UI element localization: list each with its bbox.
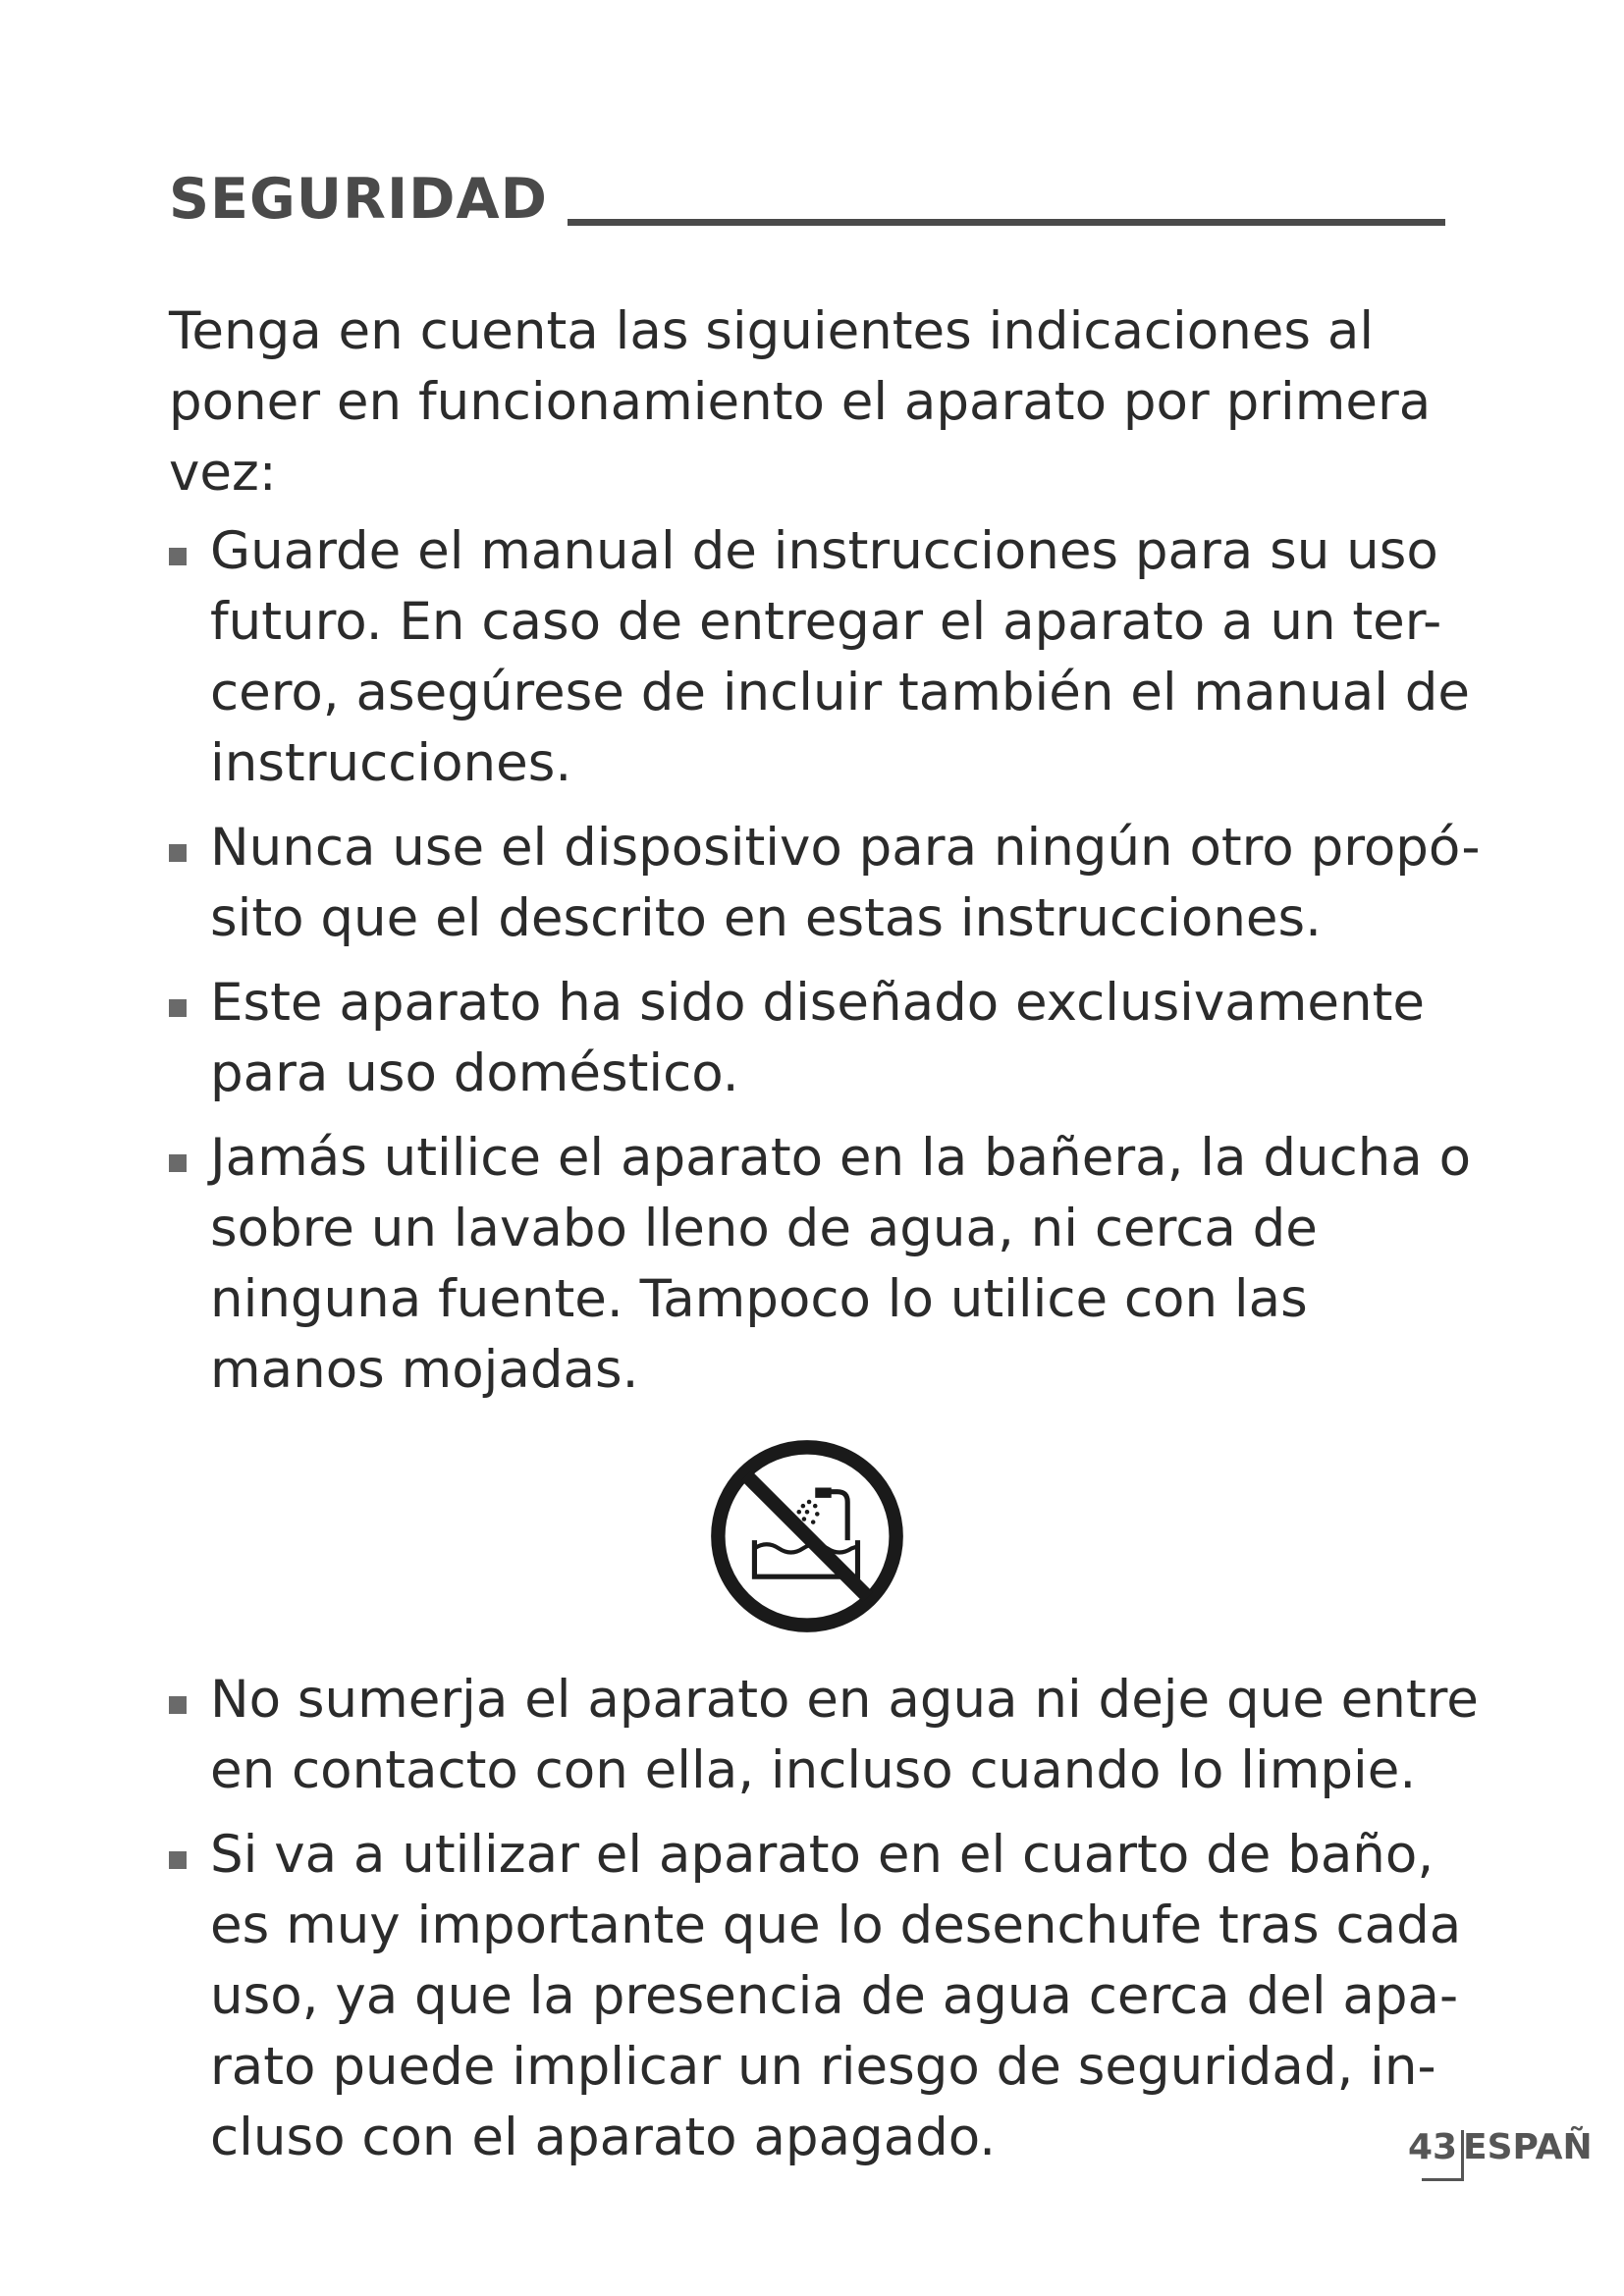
bullet-square-icon <box>169 844 187 862</box>
safety-content <box>169 296 1485 2187</box>
bullet-square-icon <box>169 1696 187 1714</box>
list-item-text: Nunca use el dispositivo para ningún otro propó-sito que el descrito en estas instrucciones. <box>210 818 1481 948</box>
list-item-text: Guarde el manual de instrucciones para su uso futuro. En caso de entregar el aparato a un ter-cero, asegúrese de incluir también el manual de instrucciones. <box>210 521 1471 793</box>
bullet-square-icon <box>169 999 187 1017</box>
list-item-text: Si va a utilizar el aparato en el cuarto de baño, es muy importante que lo desenchufe tras cada uso, ya que la presencia de agua cerca del apa-rato puede implicar un riesgo de seguridad, in-cluso con el aparato apagado. <box>210 1825 1462 2167</box>
bullet-square-icon <box>169 1851 187 1869</box>
bullet-square-icon <box>169 1154 187 1172</box>
no-water-icon <box>706 1435 908 1637</box>
page-number: 43 <box>1408 2127 1458 2167</box>
language-label: ESPAÑ <box>1463 2127 1593 2167</box>
title-underline <box>568 219 1445 226</box>
intro-paragraph: Tenga en cuenta las siguientes indicaciones al poner en funcionamiento el aparato por primera vez: <box>169 301 1432 503</box>
list-item <box>169 1665 1485 1806</box>
safety-list-continued <box>169 1665 1485 2173</box>
list-item <box>169 968 1485 1109</box>
list-item <box>169 516 1485 799</box>
section-title: SEGURIDAD <box>169 167 548 232</box>
safety-list <box>169 516 1485 1406</box>
bullet-square-icon <box>169 548 187 565</box>
list-item <box>169 813 1485 954</box>
section-header <box>169 149 1445 232</box>
list-item-text: Este aparato ha sido diseñado exclusivamente para uso doméstico. <box>210 973 1425 1103</box>
footer-divider <box>1422 2178 1464 2181</box>
page-footer <box>1408 2127 1604 2199</box>
list-item-text: Jamás utilice el aparato en la bañera, la ducha o sobre un lavabo lleno de agua, ni cerca de ninguna fuente. Tampoco lo utilice con las manos mojadas. <box>210 1128 1472 1400</box>
list-item-text: No sumerja el aparato en agua ni deje que entre en contacto con ella, incluso cuando lo limpie. <box>210 1670 1479 1800</box>
warning-symbol <box>169 1425 1485 1647</box>
list-item <box>169 1123 1485 1406</box>
list-item <box>169 1820 1485 2173</box>
